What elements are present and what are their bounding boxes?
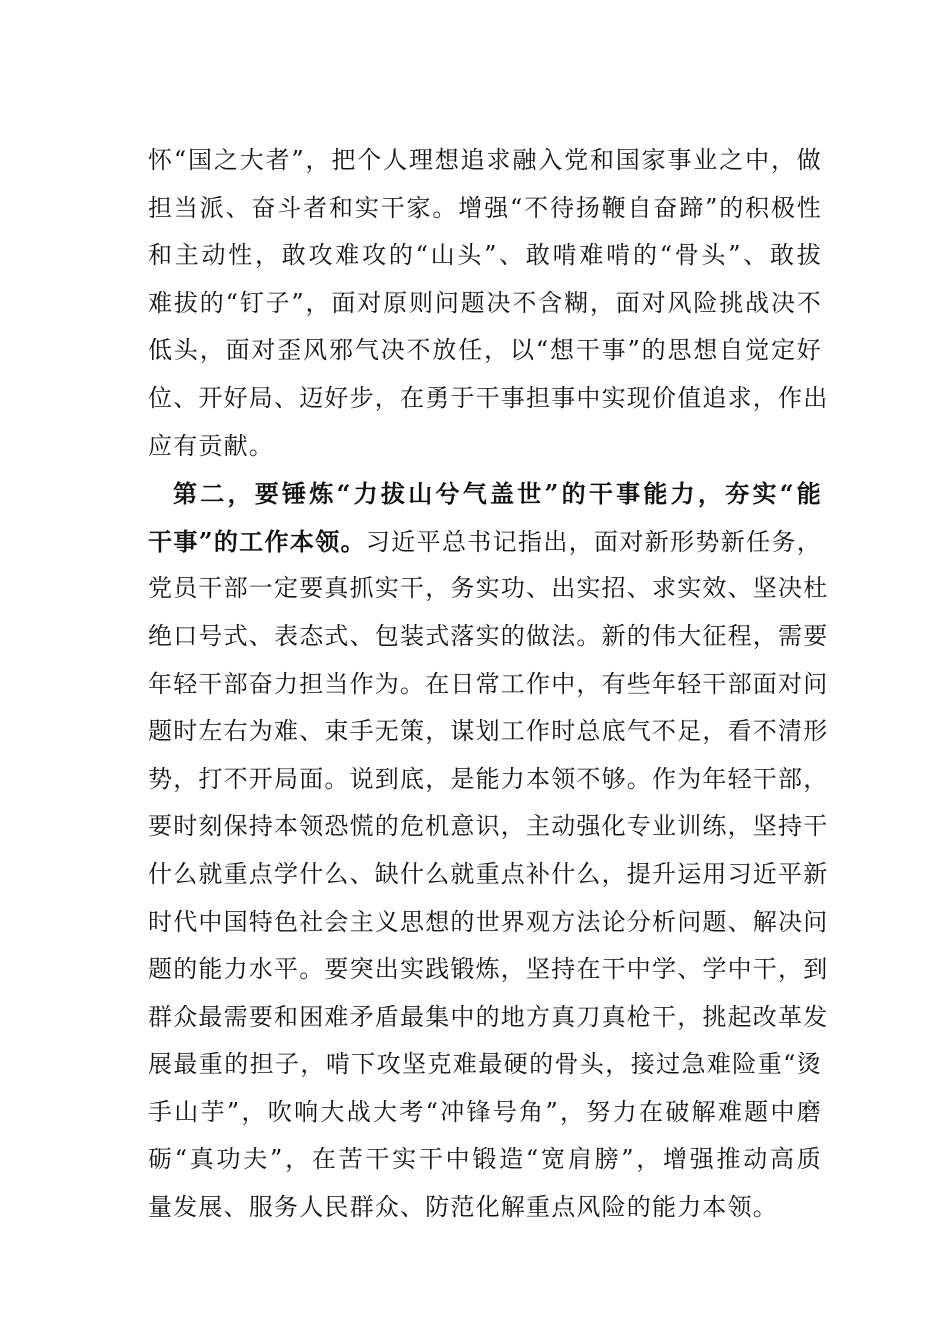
text-line: [148, 518, 822, 566]
paragraph-heading-end: 干事”的工作本领。: [148, 526, 366, 556]
text-line: 绝口号式、表态式、包装式落实的做法。新的伟大征程，需要: [148, 621, 829, 650]
text-line: 题时左右为难、束手无策，谋划工作时总底气不足，看不清形: [148, 717, 829, 746]
text-line: 展最重的担子，啃下攻坚克难最硬的骨头，接过急难险重“烫: [148, 1050, 822, 1079]
paragraph-heading: 第二，要锤炼“力拔山兮气盖世”的干事能力，夯实“能: [173, 479, 822, 509]
text-line: 位、开好局、迈好步，在勇于干事担事中实现价值追求，作出: [148, 383, 829, 412]
body-text: [148, 137, 829, 1232]
text-line: 担当派、奋斗者和实干家。增强“不待扬鞭自奋蹄”的积极性: [148, 193, 822, 222]
text-line: 砺“真功夫”，在苦干实干中锻造“宽肩膀”，增强推动高质: [148, 1145, 822, 1174]
text-line: 难拔的“钉子”，面对原则问题决不含糊，面对风险挑战决不: [148, 288, 822, 317]
text-line: 手山芋”，吹响大战大考“冲锋号角”，努力在破解难题中磨: [148, 1097, 822, 1126]
text-line: 和主动性，敢攻难攻的“山头”、敢啃难啃的“骨头”、敢拔: [148, 241, 822, 270]
text-line: 年轻干部奋力担当作为。在日常工作中，有些年轻干部面对问: [148, 669, 829, 698]
text-segment: 习近平总书记指出，面对新形势新任务，: [365, 527, 822, 556]
text-line: 怀“国之大者”，把个人理想追求融入党和国家事业之中，做: [148, 146, 822, 174]
text-line: 势，打不开局面。说到底，是能力本领不够。作为年轻干部，: [148, 764, 829, 793]
text-line: 应有贡献。: [148, 431, 274, 460]
text-line: 群众最需要和困难矛盾最集中的地方真刀真枪干，挑起改革发: [148, 1002, 829, 1031]
text-line: 低头，面对歪风邪气决不放任，以“想干事”的思想自觉定好: [148, 336, 822, 365]
text-line: 时代中国特色社会主义思想的世界观方法论分析问题、解决问: [148, 907, 829, 936]
text-line: 量发展、服务人民群众、防范化解重点风险的能力本领。: [148, 1193, 778, 1222]
text-line: 题的能力水平。要突出实践锻炼，坚持在干中学、学中干，到: [148, 955, 829, 984]
text-line: 党员干部一定要真抓实干，务实功、出实招、求实效、坚决杜: [148, 574, 829, 603]
text-line: 什么就重点学什么、缺什么就重点补什么，提升运用习近平新: [148, 859, 829, 888]
text-line: 要时刻保持本领恐慌的危机意识，主动强化专业训练，坚持干: [148, 812, 829, 841]
